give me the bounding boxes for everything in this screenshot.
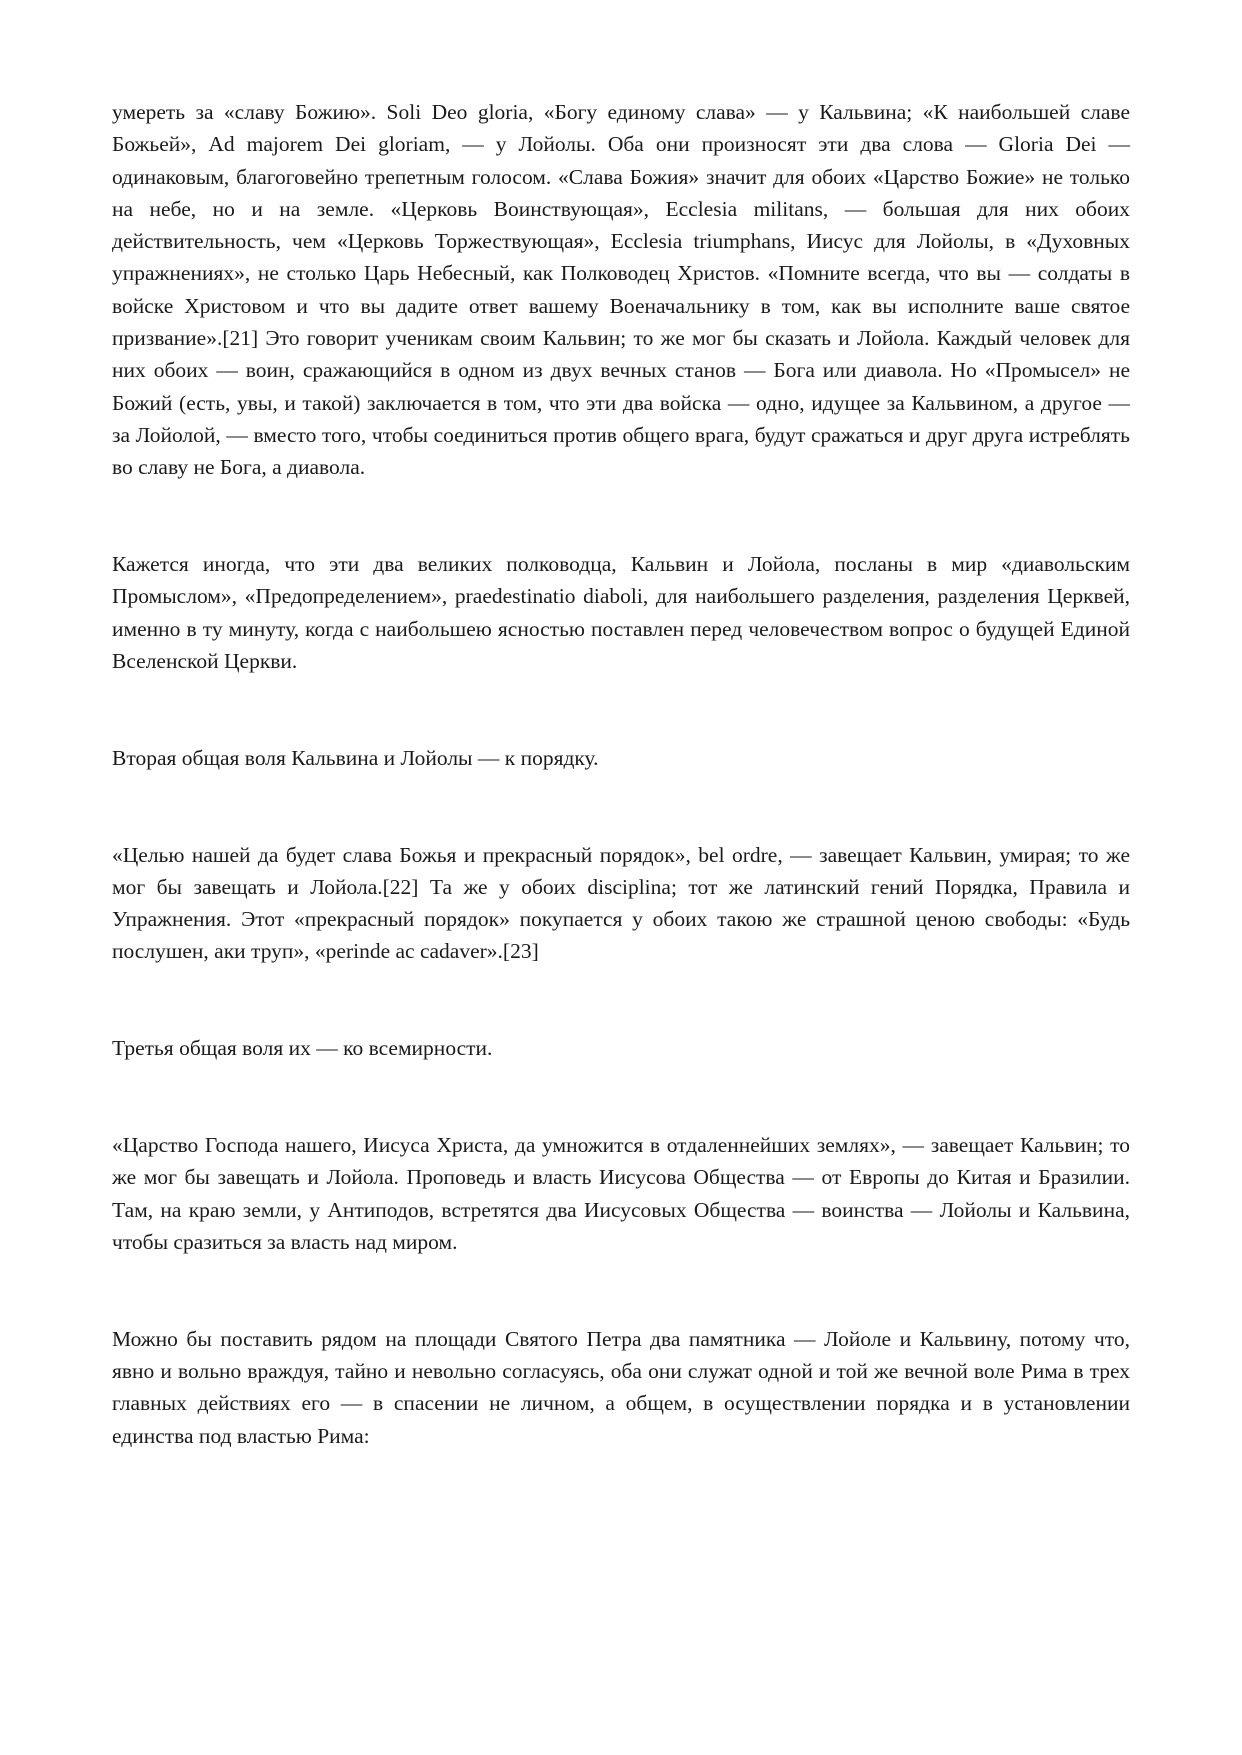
paragraph-gap — [112, 484, 1130, 549]
paragraph-gap — [112, 968, 1130, 1033]
paragraph-gap — [112, 677, 1130, 742]
paragraph-gap — [112, 1065, 1130, 1130]
paragraph-diabolic-providence: Кажется иногда, что эти два великих полководца, Кальвин и Лойола, посланы в мир «диавольским Промыслом», «Предопределением», praedestinatio diaboli, для наибольшего разделения, разделения Церквей, именно в ту минуту, когда с наибольшею ясностью поставлен перед человечеством вопрос о будущей Единой Вселенской Церкви. — [112, 552, 1130, 673]
document-page — [112, 96, 1130, 1452]
paragraph-glory-of-god: умереть за «славу Божию». Soli Deo gloria, «Богу единому слава» — у Кальвина; «К наибольшей славе Божьей», Ad majorem Dei gloriam, — у Лойолы. Оба они произносят эти два слова — Gloria Dei — одинаковым, благоговейно трепетным голосом. «Слава Божия» значит для обоих «Царство Божие» не только на небе, но и на земле. «Церковь Воинствующая», Ecclesia militans, — большая для них обоих действительность, чем «Церковь Торжествующая», Ecclesia triumphans, Иисус для Лойолы, в «Духовных упражнениях», не столько Царь Небесный, как Полководец Христов. «Помните всегда, что вы — солдаты в войске Христовом и что вы дадите ответ вашему Военачальнику в том, как вы исполните ваше святое призвание».[21] Это говорит ученикам своим Кальвин; то же мог бы сказать и Лойола. Каждый человек для них обоих — воин, сражающийся в одном из двух вечных станов — Бога или диавола. Но «Промысел» не Божий (есть, увы, и такой) заключается в том, что эти два войска — одно, идущее за Кальвином, а другое — за Лойолой, — вместо того, чтобы соединиться против общего врага, будут сражаться и друг друга истреблять во славу не Бога, а диавола. — [112, 100, 1130, 480]
paragraph-third-will-universality: Третья общая воля их — ко всемирности. — [112, 1036, 493, 1061]
paragraph-second-will-order: Вторая общая воля Кальвина и Лойолы — к порядку. — [112, 745, 599, 770]
paragraph-two-monuments: Можно бы поставить рядом на площади Святого Петра два памятника — Лойоле и Кальвину, потому что, явно и вольно враждуя, тайно и невольно согласуясь, оба они служат одной и той же вечной воле Рима в трех главных действиях его — в спасении не личном, а общем, в осуществлении порядка и в установлении единства под властью Рима: — [112, 1326, 1130, 1448]
paragraph-kingdom-distant-lands: «Царство Господа нашего, Иисуса Христа, да умножится в отдаленнейших землях», — завещает Кальвин; то же мог бы завещать и Лойола. Проповедь и власть Иисусова Общества — от Европы до Китая и Бразилии. Там, на краю земли, у Антиподов, встретятся два Иисусовых Общества — воинства — Лойолы и Кальвина, чтобы сразиться за власть над миром. — [112, 1133, 1130, 1254]
paragraph-bel-ordre: «Целью нашей да будет слава Божья и прекрасный порядок», bel ordre, — завещает Кальвин, умирая; то же мог бы завещать и Лойола.[22] Та же у обоих disciplina; тот же латинский гений Порядка, Правила и Упражнения. Этот «прекрасный порядок» покупается у обоих такою же страшной ценою свободы: «Будь послушен, аки труп», «perinde ac cadaver».[23] — [112, 842, 1130, 964]
paragraph-gap — [112, 1258, 1130, 1323]
paragraph-gap — [112, 774, 1130, 839]
